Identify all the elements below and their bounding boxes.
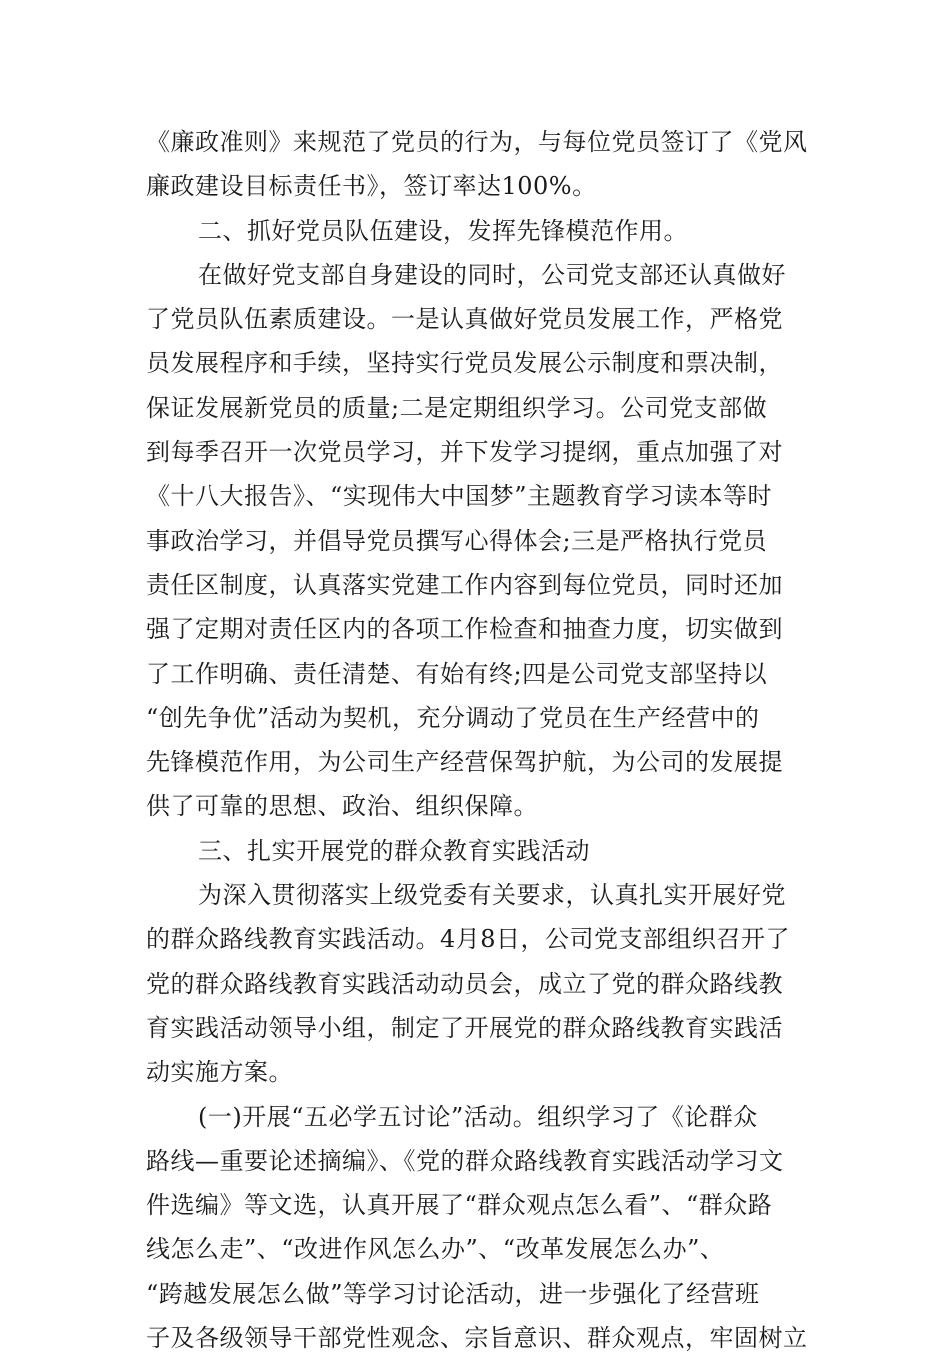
- text-line: 《十八大报告》、“实现伟大中国梦”主题教育学习读本等时: [146, 482, 773, 511]
- text-line: 《廉政准则》来规范了党员的行为，与每位党员签订了《党风: [146, 128, 808, 156]
- text-line: 了工作明确、责任清楚、有始有终;四是公司党支部坚持以: [146, 659, 768, 688]
- text-line: 线怎么走”、“改进作风怎么办”、“改革发展怎么办”、: [146, 1235, 725, 1264]
- text-line: 件选编》等文选，认真开展了“群众观点怎么看”、“群众路: [146, 1191, 773, 1220]
- text-line: 员发展程序和手续，坚持实行党员发展公示制度和票决制，: [146, 349, 783, 378]
- text-line: 动实施方案。: [146, 1058, 293, 1087]
- text-line: 先锋模范作用，为公司生产经营保驾护航，为公司的发展提: [146, 748, 783, 777]
- text-line: 二、抓好党员队伍建设，发挥先锋模范作用。: [198, 216, 688, 245]
- text-line: 供了可靠的思想、政治、组织保障。: [146, 792, 538, 821]
- text-line: 育实践活动领导小组，制定了开展党的群众路线教育实践活: [146, 1013, 783, 1042]
- text-line: 廉政建设目标责任书》，签订率达100%。: [146, 172, 597, 201]
- text-line: 事政治学习，并倡导党员撰写心得体会;三是严格执行党员: [146, 526, 768, 555]
- text-line: “跨越发展怎么做”等学习讨论活动，进一步强化了经营班: [146, 1279, 760, 1308]
- document-body: [146, 120, 810, 1360]
- text-line: 的群众路线教育实践活动。4月8日，公司党支部组织召开了: [146, 925, 791, 954]
- text-line: 保证发展新党员的质量;二是定期组织学习。公司党支部做: [146, 393, 768, 422]
- text-line: “创先争优”活动为契机，充分调动了党员在生产经营中的: [146, 703, 760, 732]
- text-line: 子及各级领导干部党性观念、宗旨意识、群众观点，牢固树立: [146, 1324, 808, 1353]
- text-line: 在做好党支部自身建设的同时，公司党支部还认真做好: [198, 260, 786, 289]
- text-line: 强了定期对责任区内的各项工作检查和抽查力度，切实做到: [146, 615, 783, 644]
- text-line: (一)开展“五必学五讨论”活动。组织学习了《论群众: [198, 1102, 758, 1131]
- text-line: 路线—重要论述摘编》、《党的群众路线教育实践活动学习文: [146, 1146, 784, 1175]
- text-line: 了党员队伍素质建设。一是认真做好党员发展工作，严格党: [146, 305, 783, 334]
- text-line: 党的群众路线教育实践活动动员会，成立了党的群众路线教: [146, 969, 783, 998]
- text-line: 责任区制度，认真落实党建工作内容到每位党员，同时还加: [146, 570, 783, 599]
- text-line: 为深入贯彻落实上级党委有关要求，认真扎实开展好党: [198, 881, 786, 910]
- text-line: 三、扎实开展党的群众教育实践活动: [198, 836, 590, 865]
- text-line: 到每季召开一次党员学习，并下发学习提纲，重点加强了对: [146, 438, 783, 467]
